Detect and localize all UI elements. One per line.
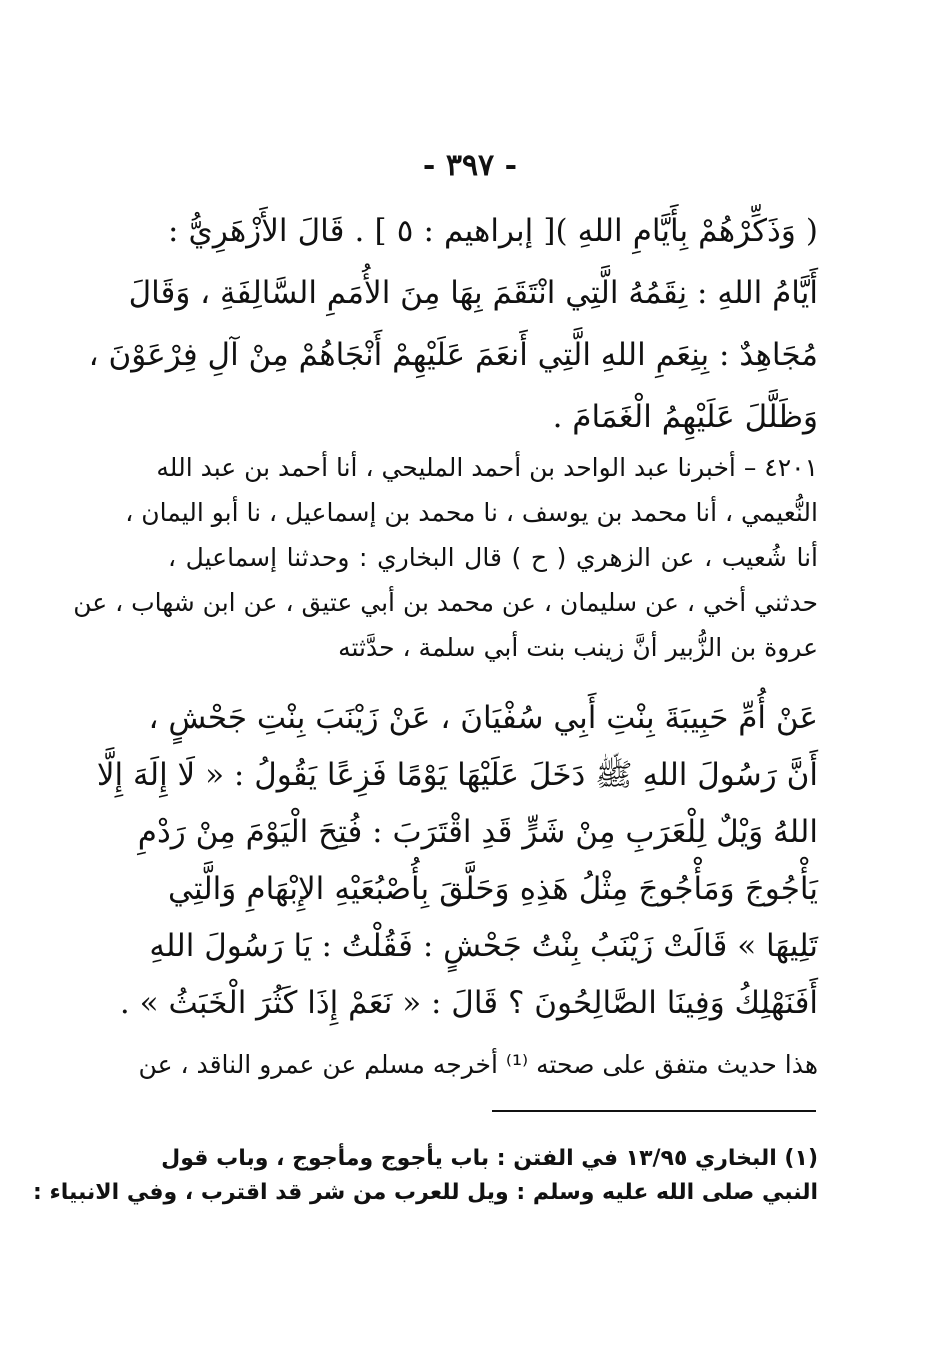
isnad-paragraph (73, 445, 818, 670)
text-line: اللهُ وَيْلٌ لِلْعَرَبِ مِنْ شَرٍّ قَدِ اقْتَرَبَ : فُتِحَ الْيَوْمَ مِنْ رَدْمِ (137, 814, 818, 850)
text-line: ٤٢٠١ – أخبرنا عبد الواحد بن أحمد المليحي ، أنا أحمد بن عبد الله (156, 453, 818, 482)
text-line: عَنْ أُمِّ حَبِيبَةَ بِنْتِ أَبِي سُفْيَانَ ، عَنْ زَيْنَبَ بِنْتِ جَحْشٍ ، (148, 700, 818, 736)
text-line: هذا حديث متفق على صحته ⁽¹⁾ أخرجه مسلم عن عمرو الناقد ، عن (138, 1050, 818, 1079)
text-line: يَأْجُوجَ وَمَأْجُوجَ مِثْلُ هَذِهِ وَحَلَّقَ بِأُصْبُعَيْهِ الإِبْهَامِ وَالَّتِي (168, 871, 818, 907)
text-line: ( وَذَكِّرْهُمْ بِأَيَّامِ اللهِ )[ إبراهيم : ٥ ] . قَالَ الأَزْهَرِيُّ : (168, 213, 818, 249)
authentication-paragraph (138, 1042, 818, 1087)
text-line: أنا شُعيب ، عن الزهري ( ح ) قال البخاري : وحدثنا إسماعيل ، (168, 543, 818, 572)
footnote-line: (١) البخاري ١٣/٩٥ في الفتن : باب يأجوج ومأجوج ، وباب قول (161, 1146, 818, 1171)
footnote (33, 1142, 818, 1210)
quran-commentary-paragraph (88, 200, 818, 448)
footnote-line: النبي صلى الله عليه وسلم : ويل للعرب من شر قد اقترب ، وفي الانبياء : (33, 1180, 818, 1205)
text-line: مُجَاهِدٌ : بِنِعَمِ اللهِ الَّتِي أَنعَمَ عَلَيْهِمْ أَنْجَاهُمْ مِنْ آلِ فِرْعَوْنَ ، (88, 337, 818, 373)
text-line: أَنَّ رَسُولَ اللهِ ﷺ دَخَلَ عَلَيْهَا يَوْمًا فَزِعًا يَقُولُ : « لَا إِلَهَ إِلَّا (96, 757, 818, 793)
text-line: حدثني أخي ، عن سليمان ، عن محمد بن أبي عتيق ، عن ابن شهاب ، عن (73, 588, 818, 617)
text-line: أَيَّامُ اللهِ : نِقَمُهُ الَّتِي انْتَقَمَ بِهَا مِنَ الأُمَمِ السَّالِفَةِ ، وَقَالَ (128, 275, 818, 311)
text-line: النُّعيمي ، أنا محمد بن يوسف ، نا محمد بن إسماعيل ، نا أبو اليمان ، (125, 498, 818, 527)
footnote-divider (492, 1110, 816, 1112)
text-line: عروة بن الزُّبير أنَّ زينب بنت أبي سلمة ، حدَّثته (338, 633, 818, 662)
page-number: - ٣٩٧ - (422, 148, 518, 183)
text-line: أَفَنَهْلِكُ وَفِينَا الصَّالِحُونَ ؟ قَالَ : « نَعَمْ إِذَا كَثُرَ الْخَبَثُ » . (119, 985, 818, 1021)
text-line: تَلِيهَا » قَالَتْ زَيْنَبُ بِنْتُ جَحْشٍ : فَقُلْتُ : يَا رَسُولَ اللهِ (149, 928, 818, 964)
text-line: وَظَلَّلَ عَلَيْهِمُ الْغَمَامَ . (552, 399, 818, 435)
hadith-text-paragraph (96, 690, 818, 1032)
